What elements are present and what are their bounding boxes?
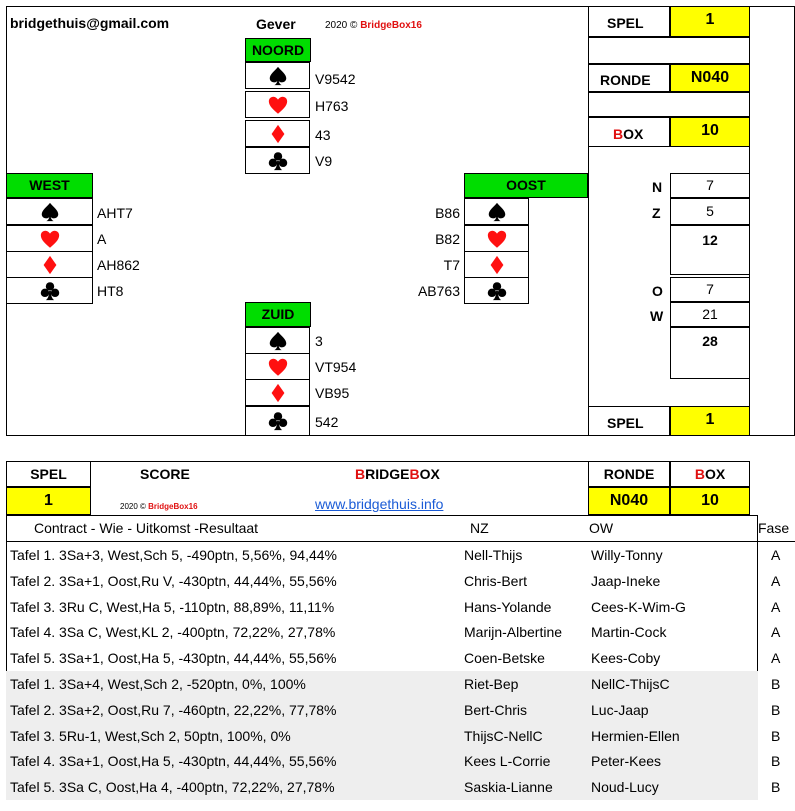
north-clubs-box: [245, 147, 310, 174]
cell-fase: A: [771, 624, 781, 641]
table-row: [6, 723, 781, 749]
cell-nz: Chris-Bert: [464, 572, 528, 589]
box-label: BOX: [588, 117, 670, 147]
heart-icon: [486, 228, 508, 250]
cell-ow: Peter-Kees: [591, 753, 662, 770]
north-diamonds: 43: [315, 127, 331, 143]
spel-bottom-value: 1: [670, 406, 750, 436]
table-row: [6, 748, 781, 774]
col-fase: Fase: [758, 520, 790, 536]
score-spel-value: 1: [6, 487, 91, 515]
diamond-icon: [39, 254, 61, 276]
club-icon: [39, 280, 61, 302]
cell-ow: Kees-Coby: [591, 650, 661, 667]
cell-fase: A: [771, 547, 781, 563]
score-title: SCORE: [140, 466, 190, 482]
cell-fase: A: [771, 650, 781, 667]
table-row: [6, 542, 793, 568]
score-ronde-value: N040: [588, 487, 670, 515]
west-clubs-box: [6, 277, 93, 304]
cell-nz: Bert-Chris: [464, 701, 528, 718]
east-label: OOST: [464, 173, 588, 198]
cell-nz: Marijn-Albertine: [464, 624, 563, 641]
col-ow: OW: [589, 520, 614, 536]
table-row: [6, 645, 793, 671]
ns-total: 12: [670, 225, 750, 275]
cell-fase: A: [771, 598, 781, 615]
copyright: 2020 © BridgeBox16: [325, 20, 422, 31]
heart-icon: [267, 94, 289, 116]
ronde-label: RONDE: [588, 64, 670, 92]
table-row: [6, 671, 781, 697]
west-diamonds-box: [6, 251, 93, 278]
cell-contract: Tafel 4. 3Sa C, West,KL 2, -400ptn, 72,22%, 27,78%: [10, 624, 336, 641]
email: bridgethuis@gmail.com: [10, 15, 170, 31]
east-spades: B86: [435, 205, 460, 221]
score-box-value: 10: [670, 487, 750, 515]
spacer-2: [588, 92, 750, 117]
cell-ow: Martin-Cock: [591, 624, 667, 641]
north-diamonds-box: [245, 120, 310, 147]
north-label: NOORD: [245, 38, 311, 62]
cell-contract: Tafel 3. 3Ru C, West,Ha 5, -110ptn, 88,89%, 11,11%: [10, 598, 335, 615]
cell-ow: NellC-ThijsC: [591, 676, 670, 692]
score-spel-label: SPEL: [6, 461, 91, 487]
east-hearts: B82: [435, 231, 460, 247]
east-hearts-box: [464, 225, 529, 252]
website-link[interactable]: www.bridgethuis.info: [315, 496, 444, 512]
diamond-icon: [486, 254, 508, 276]
spade-icon: [267, 330, 289, 352]
cell-ow: Luc-Jaap: [591, 701, 649, 718]
heart-icon: [267, 356, 289, 378]
ns-z-value: 5: [670, 198, 750, 225]
south-label: ZUID: [245, 302, 311, 327]
north-spades: V9542: [315, 71, 356, 87]
spade-icon: [486, 201, 508, 223]
cell-fase: B: [771, 727, 781, 744]
east-clubs: AB763: [417, 283, 460, 299]
cell-contract: Tafel 2. 3Sa+2, Oost,Ru 7, -460ptn, 22,22%, 77,78%: [10, 701, 337, 718]
north-hearts-box: [245, 91, 310, 118]
south-spades: 3: [315, 333, 323, 349]
south-diamonds: VB95: [315, 385, 350, 401]
north-spades-box: [245, 62, 310, 89]
cell-contract: Tafel 1. 3Sa+3, West,Sch 5, -490ptn, 5,56%, 94,44%: [10, 547, 338, 563]
cell-nz: Nell-Thijs: [464, 547, 523, 563]
cell-nz: Coen-Betske: [464, 650, 545, 667]
spel-value: 1: [670, 6, 750, 37]
bridgebox-title: BRIDGEBOX: [355, 466, 440, 482]
cell-ow: Noud-Lucy: [591, 779, 659, 796]
club-icon: [486, 280, 508, 302]
cell-nz: Kees L-Corrie: [464, 753, 551, 770]
south-diamonds-box: [245, 379, 310, 406]
table-row: [6, 697, 781, 723]
cell-contract: Tafel 5. 3Sa+1, Oost,Ha 5, -430ptn, 44,44%, 55,56%: [10, 650, 337, 667]
ow-total: 28: [670, 327, 750, 379]
cell-ow: Cees-K-Wim-G: [591, 598, 686, 615]
west-spades: AHT7: [97, 205, 133, 221]
dealer-label: Gever: [256, 16, 296, 32]
south-clubs: 542: [315, 414, 339, 430]
ow-o-value: 7: [670, 277, 750, 302]
south-hearts-box: [245, 353, 310, 380]
cell-nz: Riet-Bep: [464, 676, 519, 692]
heart-icon: [39, 228, 61, 250]
south-hearts: VT954: [315, 359, 357, 375]
score-table-header: [6, 515, 795, 542]
west-label: WEST: [6, 173, 93, 198]
spade-icon: [267, 65, 289, 87]
west-hearts-box: [6, 225, 93, 252]
north-clubs: V9: [315, 153, 333, 169]
diamond-icon: [267, 382, 289, 404]
col-contract: Contract - Wie - Uitkomst -Resultaat: [34, 520, 259, 536]
spacer-1: [588, 37, 750, 64]
cell-ow: Hermien-Ellen: [591, 727, 680, 744]
cell-fase: B: [771, 753, 781, 770]
ow-w-label: W: [650, 308, 664, 324]
south-clubs-box: [245, 406, 310, 436]
cell-contract: Tafel 3. 5Ru-1, West,Sch 2, 50ptn, 100%, 0%: [10, 727, 291, 744]
west-hearts: A: [97, 231, 107, 247]
cell-nz: Saskia-Lianne: [464, 779, 553, 796]
club-icon: [267, 150, 289, 172]
cell-contract: Tafel 1. 3Sa+4, West,Sch 2, -520ptn, 0%, 100%: [10, 676, 306, 692]
table-row: [6, 594, 793, 620]
cell-fase: B: [771, 779, 781, 796]
ns-n-value: 7: [670, 173, 750, 198]
ns-z-label: Z: [652, 205, 661, 221]
diamond-icon: [267, 123, 289, 145]
cell-nz: Hans-Yolande: [464, 598, 552, 615]
cell-fase: B: [771, 676, 781, 692]
cell-contract: Tafel 2. 3Sa+1, Oost,Ru V, -430ptn, 44,44%, 55,56%: [10, 572, 337, 589]
spade-icon: [39, 201, 61, 223]
cell-nz: ThijsC-NellC: [464, 727, 543, 744]
east-diamonds-box: [464, 251, 529, 278]
west-clubs: HT8: [97, 283, 124, 299]
cell-ow: Willy-Tonny: [591, 547, 663, 563]
east-spades-box: [464, 198, 529, 225]
score-box-label: BOX: [670, 461, 750, 487]
table-row: [6, 619, 793, 645]
cell-fase: B: [771, 701, 781, 718]
east-clubs-box: [464, 277, 529, 304]
ronde-value: N040: [670, 64, 750, 92]
score-copyright: 2020 © BridgeBox16: [120, 502, 198, 511]
cell-contract: Tafel 4. 3Sa+1, Oost,Ha 5, -430ptn, 44,44%, 55,56%: [10, 753, 337, 770]
col-nz: NZ: [470, 520, 489, 536]
cell-fase: A: [771, 572, 781, 589]
club-icon: [267, 410, 289, 432]
spel-label: SPEL: [588, 6, 670, 37]
south-spades-box: [245, 327, 310, 354]
ow-o-label: O: [652, 283, 663, 299]
cell-contract: Tafel 5. 3Sa C, Oost,Ha 4, -400ptn, 72,22%, 27,78%: [10, 779, 335, 796]
box-value: 10: [670, 117, 750, 147]
table-row: [6, 568, 793, 594]
score-ronde-label: RONDE: [588, 461, 670, 487]
ns-n-label: N: [652, 179, 663, 195]
ow-w-value: 21: [670, 302, 750, 327]
table-row: [6, 774, 781, 800]
west-diamonds: AH862: [97, 257, 140, 273]
cell-ow: Jaap-Ineke: [591, 572, 661, 589]
north-hearts: H763: [315, 98, 349, 114]
west-spades-box: [6, 198, 93, 225]
spel-bottom-label: SPEL: [588, 406, 670, 436]
east-diamonds: T7: [443, 257, 460, 273]
